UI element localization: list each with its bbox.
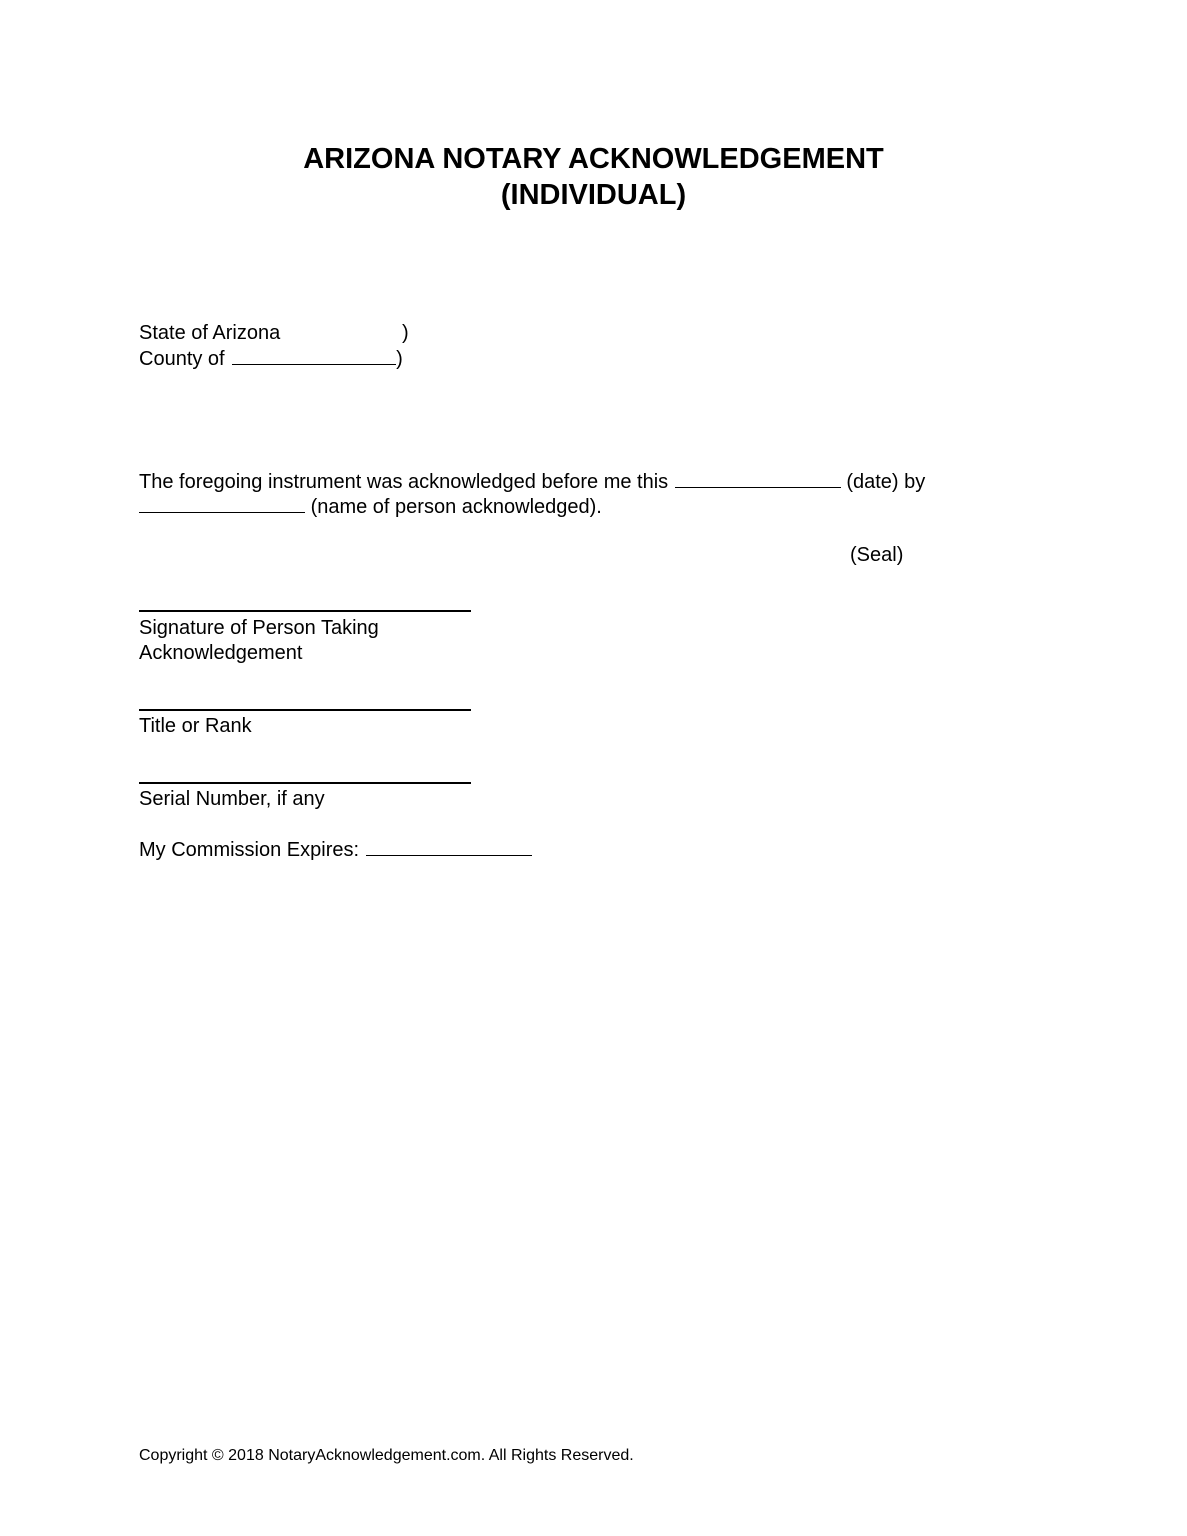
commission-label: My Commission Expires:: [139, 839, 360, 861]
signature-label-1: Signature of Person Taking: [139, 617, 379, 639]
date-blank[interactable]: [675, 469, 841, 488]
person-name-blank[interactable]: [139, 494, 305, 513]
seal-label: (Seal): [850, 544, 904, 566]
commission-blank[interactable]: [366, 837, 532, 856]
county-line: [139, 346, 403, 372]
title-rank-line[interactable]: [139, 709, 471, 711]
copyright-footer: Copyright © 2018 NotaryAcknowledgement.com. All Rights Reserved.: [139, 1447, 634, 1464]
document-subtitle: (INDIVIDUAL): [500, 179, 687, 211]
county-label: County of: [139, 348, 225, 370]
state-label: State of Arizona: [139, 322, 281, 344]
signature-label-2: Acknowledgement: [139, 642, 303, 664]
acknowledgement-text: The foregoing instrument was acknowledged before me this: [139, 471, 669, 493]
acknowledgement-line-1: [139, 469, 925, 495]
county-blank[interactable]: [232, 346, 396, 365]
commission-line: [139, 837, 532, 863]
signature-line[interactable]: [139, 610, 471, 612]
title-rank-label: Title or Rank: [139, 715, 252, 737]
person-name-label: (name of person acknowledged).: [310, 496, 602, 518]
acknowledgement-line-2: [139, 494, 602, 520]
state-paren: ): [402, 322, 409, 344]
serial-number-label: Serial Number, if any: [139, 788, 325, 810]
document-title: ARIZONA NOTARY ACKNOWLEDGEMENT: [303, 143, 884, 175]
date-label: (date) by: [846, 471, 926, 493]
county-paren: ): [396, 348, 403, 370]
serial-number-line[interactable]: [139, 782, 471, 784]
